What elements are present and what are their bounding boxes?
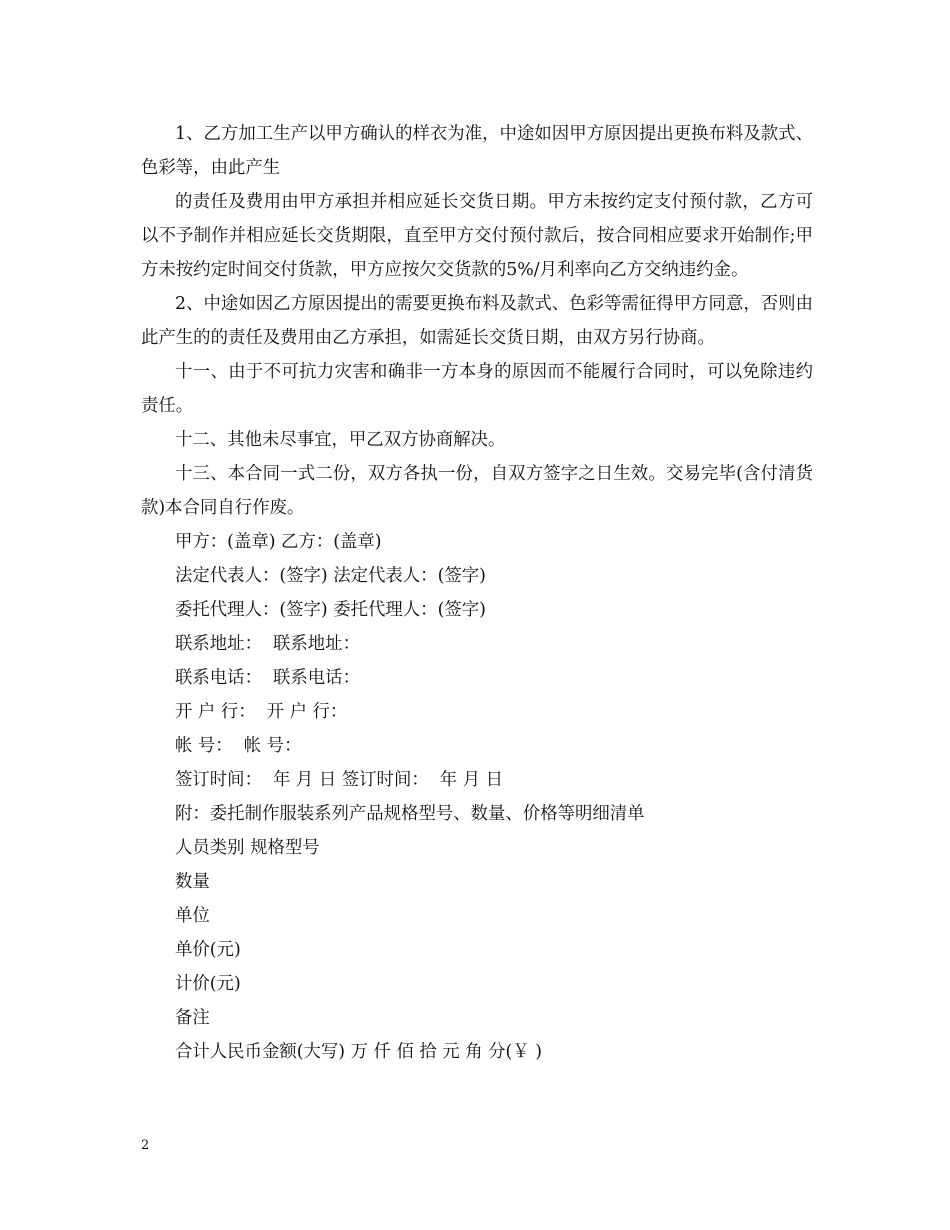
total-amount-line: 合计人民币金额(大写) 万 仟 佰 拾 元 角 分(￥ ): [175, 1042, 543, 1062]
account-number-line: 帐 号： 帐 号：: [175, 736, 302, 756]
document-body: [141, 117, 813, 1069]
page-number: 2: [141, 1138, 150, 1153]
remarks-line: 备注: [175, 1008, 210, 1028]
clause-12-paragraph: 十二、其他未尽事宜，甲乙双方协商解决。: [175, 430, 506, 450]
authorized-agent-line: 委托代理人：(签字) 委托代理人：(签字): [175, 600, 486, 620]
bank-line: 开 户 行： 开 户 行：: [175, 702, 348, 722]
clause-1-paragraph: 1、乙方加工生产以甲方确认的样衣为准，中途如因甲方原因提出更换布料及款式、色彩等，由此产生: [141, 124, 813, 178]
clause-13-paragraph: 十三、本合同一式二份，双方各执一份，自双方签字之日生效。交易完毕(含付清货款)本合同自行作废。: [141, 464, 813, 518]
total-price-line: 计价(元): [175, 974, 241, 994]
staff-category-spec-line: 人员类别 规格型号: [175, 838, 320, 858]
legal-representative-line: 法定代表人：(签字) 法定代表人：(签字): [175, 566, 486, 586]
quantity-line: 数量: [175, 872, 210, 892]
unit-price-line: 单价(元): [175, 940, 241, 960]
attachment-title-line: 附：委托制作服装系列产品规格型号、数量、价格等明细清单: [175, 804, 645, 824]
clause-2-paragraph: 2、中途如因乙方原因提出的需要更换布料及款式、色彩等需征得甲方同意，否则由此产生的的责任及费用由乙方承担，如需延长交货日期，由双方另行协商。: [141, 294, 813, 348]
unit-line: 单位: [175, 906, 210, 926]
party-seal-line: 甲方：(盖章) 乙方：(盖章): [175, 532, 382, 552]
clause-11-paragraph: 十一、由于不可抗力灾害和确非一方本身的原因而不能履行合同时，可以免除违约责任。: [141, 362, 813, 416]
signing-date-line: 签订时间： 年 月 日 签订时间： 年 月 日: [175, 770, 504, 790]
contact-phone-line: 联系电话： 联系电话：: [175, 668, 360, 688]
contact-address-line: 联系地址： 联系地址：: [175, 634, 360, 654]
clause-1-continuation-paragraph: 的责任及费用由甲方承担并相应延长交货日期。甲方未按约定支付预付款，乙方可以不予制作并相应延长交货期限，直至甲方交付预付款后，按合同相应要求开始制作;甲方未按约定时间交付货款，甲方应按欠交货款的5%/月利率向乙方交纳违约金。: [141, 192, 813, 280]
